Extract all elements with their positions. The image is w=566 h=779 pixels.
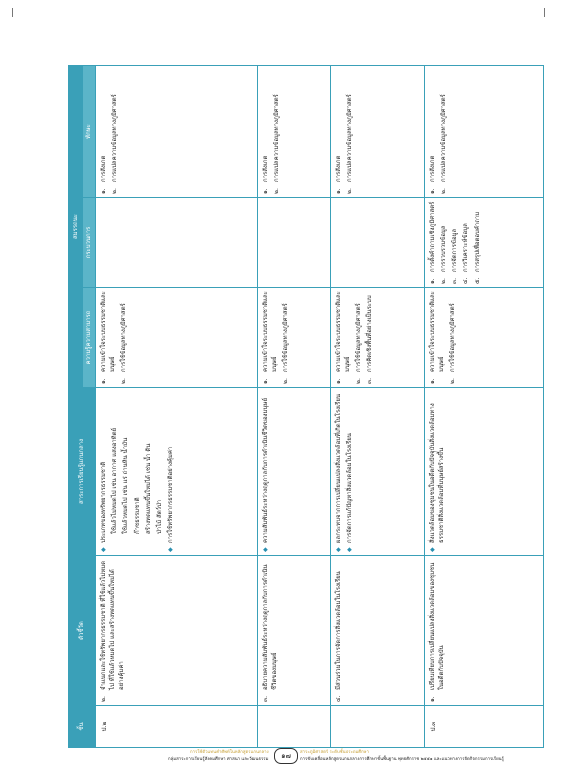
knowledge-cell [257,288,330,388]
knowledge-text: การใช้ข้อมูลทางภูมิศาสตร์ [120,303,128,372]
indicator-number: ๒. [100,696,107,702]
process-item [439,201,448,284]
header-competency: สมรรถนะ [69,65,83,387]
content-subitem: ป่าไม้ สัตว์ป่า [156,499,164,534]
content-subitem: สร้างทดแทนขึ้นใหม่ได้ เช่น น้ำ ดิน [144,443,152,534]
process-text: การวิเคราะห์ข้อมูล [462,223,470,272]
content-item: ◆ การจัดการแก้ปัญหาสิ่งแวดล้อมในโรงเรียน [345,391,354,552]
skill-text: การแปลความข้อมูลทางภูมิศาสตร์ [272,94,280,182]
skill-cell [330,65,424,197]
grade-cell [257,706,330,748]
crop-mark-left [12,8,13,17]
table-row [424,65,543,747]
process-item [428,201,437,284]
table-row [330,65,424,747]
knowledge-text: ความเข้าใจระบบธรรมชาติและมนุษย์ [334,291,351,372]
skill-item [261,69,270,194]
list-number: ๑. [428,378,436,384]
list-number: ๑. [334,378,342,384]
process-text: การสรุปเพื่อตอบคำถาม [473,211,481,272]
footer-left-line1: การใช้ตัวแทนคำศัพท์ในหลักสูตรแกนกลาง [190,750,269,755]
curriculum-table [68,65,544,748]
indicator-item [428,559,446,702]
footer-right-line1: สาระภูมิศาสตร์ ระดับชั้นประถมศึกษา [300,750,369,755]
indicator-text: อธิบายความสัมพันธ์ระหว่างฤดูกาลกับการดำเนินชีวิตของมนุษย์ [261,564,278,690]
content-list [428,391,446,552]
list-number: ๒. [439,188,447,194]
content-item: ◆ ประเภทของทรัพยากรธรรมชาติ [99,391,108,552]
process-text: การจัดการข้อมูล [451,228,459,272]
list-number: ๒. [449,378,457,384]
knowledge-text: การคิดเชิงพื้นที่อย่างเป็นระบบ [366,295,374,372]
knowledge-text: การใช้ข้อมูลทางภูมิศาสตร์ [281,303,289,372]
knowledge-item [261,291,279,384]
core-content-cell [96,388,258,556]
knowledge-item [334,291,352,384]
knowledge-cell [330,288,424,388]
skill-list [334,69,354,194]
skill-cell [96,65,258,197]
skill-item [439,69,448,194]
content-subitem: ก๊าซธรรมชาติ [133,497,141,534]
knowledge-cell [424,288,543,388]
list-number: ๑. [261,378,269,384]
skill-list [261,69,281,194]
knowledge-item [365,291,374,384]
indicator-list [261,559,279,702]
skill-text: การสังเกต [334,155,342,182]
knowledge-text: การใช้ข้อมูลทางภูมิศาสตร์ [354,303,362,372]
indicator-list [428,559,446,702]
knowledge-list [261,291,291,384]
list-number: ๕. [473,277,481,284]
indicator-number: ๑. [428,696,436,702]
indicator-text: เปรียบเทียบการเปลี่ยนแปลงสิ่งแวดล้อมของชุมชนในอดีตกับปัจจุบัน [428,562,445,690]
skill-text: การสังเกต [261,155,269,182]
list-number: ๑. [428,278,436,284]
process-item [473,201,482,284]
knowledge-text: การใช้ข้อมูลทางภูมิศาสตร์ [449,303,457,372]
list-number: ๑. [334,188,342,194]
knowledge-text: ความเข้าใจระบบธรรมชาติและมนุษย์ [261,291,278,372]
content-subitem: ใช้แล้วหมดไป เช่น แร่ ถ่านหิน น้ำมัน [122,437,130,534]
knowledge-cell [96,288,258,388]
knowledge-item [281,291,290,384]
core-content-cell [330,388,424,556]
core-content-cell [257,388,330,556]
indicator-item [99,559,127,702]
skill-text: การแปลความข้อมูลทางภูมิศาสตร์ [111,94,119,182]
content-item: ◆ การใช้ทรัพยากรธรรมชาติอย่างคุ้มค่า [166,391,175,552]
list-number: ๑. [100,188,107,194]
knowledge-list [428,291,458,384]
table-row [257,65,330,747]
skill-item [99,69,108,194]
indicator-item [334,559,343,702]
skill-text: การสังเกต [428,155,436,182]
header-indicators: ตัวชี้วัด [69,556,96,706]
rotated-table-area [68,66,544,748]
skill-text: การแปลความข้อมูลทางภูมิศาสตร์ [345,94,353,182]
process-text: การรวบรวมข้อมูล [439,225,447,272]
skill-item [110,69,119,194]
knowledge-item [428,291,446,384]
knowledge-list [99,291,129,384]
indicator-cell [330,556,424,706]
header-knowledge: ความรู้ความสามารถ [83,288,96,388]
list-number: ๓. [366,377,374,384]
process-cell [257,198,330,288]
list-number: ๑. [100,378,107,384]
indicator-item [261,559,279,702]
list-number: ๑. [261,188,269,194]
skill-text: การสังเกต [100,155,107,182]
skill-list [428,69,448,194]
crop-mark-right [544,8,545,17]
indicator-cell [96,556,258,706]
skill-item [272,69,281,194]
page-number: ๑๗ [274,748,298,764]
list-number: ๒. [281,378,289,384]
header-skill: ทักษะ [83,65,96,197]
indicator-number: ๓. [261,695,269,702]
skill-cell [257,65,330,197]
list-number: ๒. [272,188,280,194]
process-text: การตั้งคำถามเชิงภูมิศาสตร์ [428,201,436,272]
content-item: ◆ ผลกระทบจากการเปลี่ยนแปลงสิ่งแวดล้อมที่เกิดในโรงเรียน [334,391,343,552]
indicator-text: จำแนกและใช้ทรัพยากรธรรมชาติ ที่ใช้แล้วไม่หมดไป ที่ใช้แล้วหมดไป และสร้างทดแทนขึ้นใหม่ได้อย่างคุ้มค่า [100,560,126,690]
knowledge-text: ความเข้าใจระบบธรรมชาติและมนุษย์ [100,291,117,372]
indicator-list [99,559,127,702]
header-core-content: สาระการเรียนรู้แกนกลาง [69,388,96,556]
rotated-page [68,66,544,748]
skill-text: การแปลความข้อมูลทางภูมิศาสตร์ [439,94,447,182]
list-number: ๔. [462,277,470,284]
content-list [261,391,270,552]
indicator-number: ๔. [334,695,342,702]
indicator-cell [257,556,330,706]
process-cell [96,198,258,288]
knowledge-text: ความเข้าใจระบบธรรมชาติและมนุษย์ [428,291,445,372]
grade-cell [330,706,424,748]
header-process: กระบวนการ [83,198,96,288]
skill-item [334,69,343,194]
skill-cell [424,65,543,197]
content-list [334,391,354,552]
table-row [96,65,258,747]
indicator-text: มีส่วนร่วมในการจัดการสิ่งแวดล้อมในโรงเรียน [334,571,342,690]
content-item: ◆ ความสัมพันธ์ระหว่างฤดูกาลกับการดำเนินชีวิตของมนุษย์ [261,391,270,552]
footer-left-line2: กลุ่มสาระการเรียนรู้สังคมศึกษา ศาสนา และวัฒนธรรม [168,757,269,762]
skill-item [428,69,437,194]
process-item [450,201,459,284]
core-content-cell [424,388,543,556]
knowledge-item [354,291,363,384]
page-footer [0,748,566,772]
content-subitem: ใช้แล้วไม่หมดไป เช่น อากาศ แสงอาทิตย์ [111,427,119,534]
skill-list [99,69,119,194]
grade-cell: ป.๓ [424,706,543,748]
indicator-cell [424,556,543,706]
header-grade: ชั้น [69,706,96,748]
knowledge-item [99,291,117,384]
process-cell [424,198,543,288]
table-body [96,65,544,747]
knowledge-item [119,291,128,384]
footer-right-line2: การขับเคลื่อนหลักสูตรแกนกลางการศึกษาขั้นพื้นฐาน พุทธศักราช ๒๕๕๑ และแนวทางการจัดกิจกรรมการเรียนรู้ [300,757,504,762]
process-cell [330,198,424,288]
list-number: ๓. [451,277,459,284]
list-number: ๒. [354,378,362,384]
list-number: ๒. [120,378,128,384]
list-number: ๒. [111,188,119,194]
knowledge-item [448,291,457,384]
list-number: ๒. [439,278,447,284]
content-list [99,391,175,552]
process-list [428,201,482,284]
content-item: ◆ สิ่งแวดล้อมของชุมชนในอดีตกับปัจจุบันสิ่งแวดล้อมทางธรรมชาติสิ่งแวดล้อมที่มนุษย์สร้างขึ้น [428,391,446,552]
list-number: ๑. [428,188,436,194]
knowledge-list [334,291,375,384]
grade-cell: ป.๒ [96,706,258,748]
indicator-list [334,559,343,702]
table-header [69,65,96,747]
process-item [461,201,470,284]
list-number: ๒. [345,188,353,194]
skill-item [345,69,354,194]
